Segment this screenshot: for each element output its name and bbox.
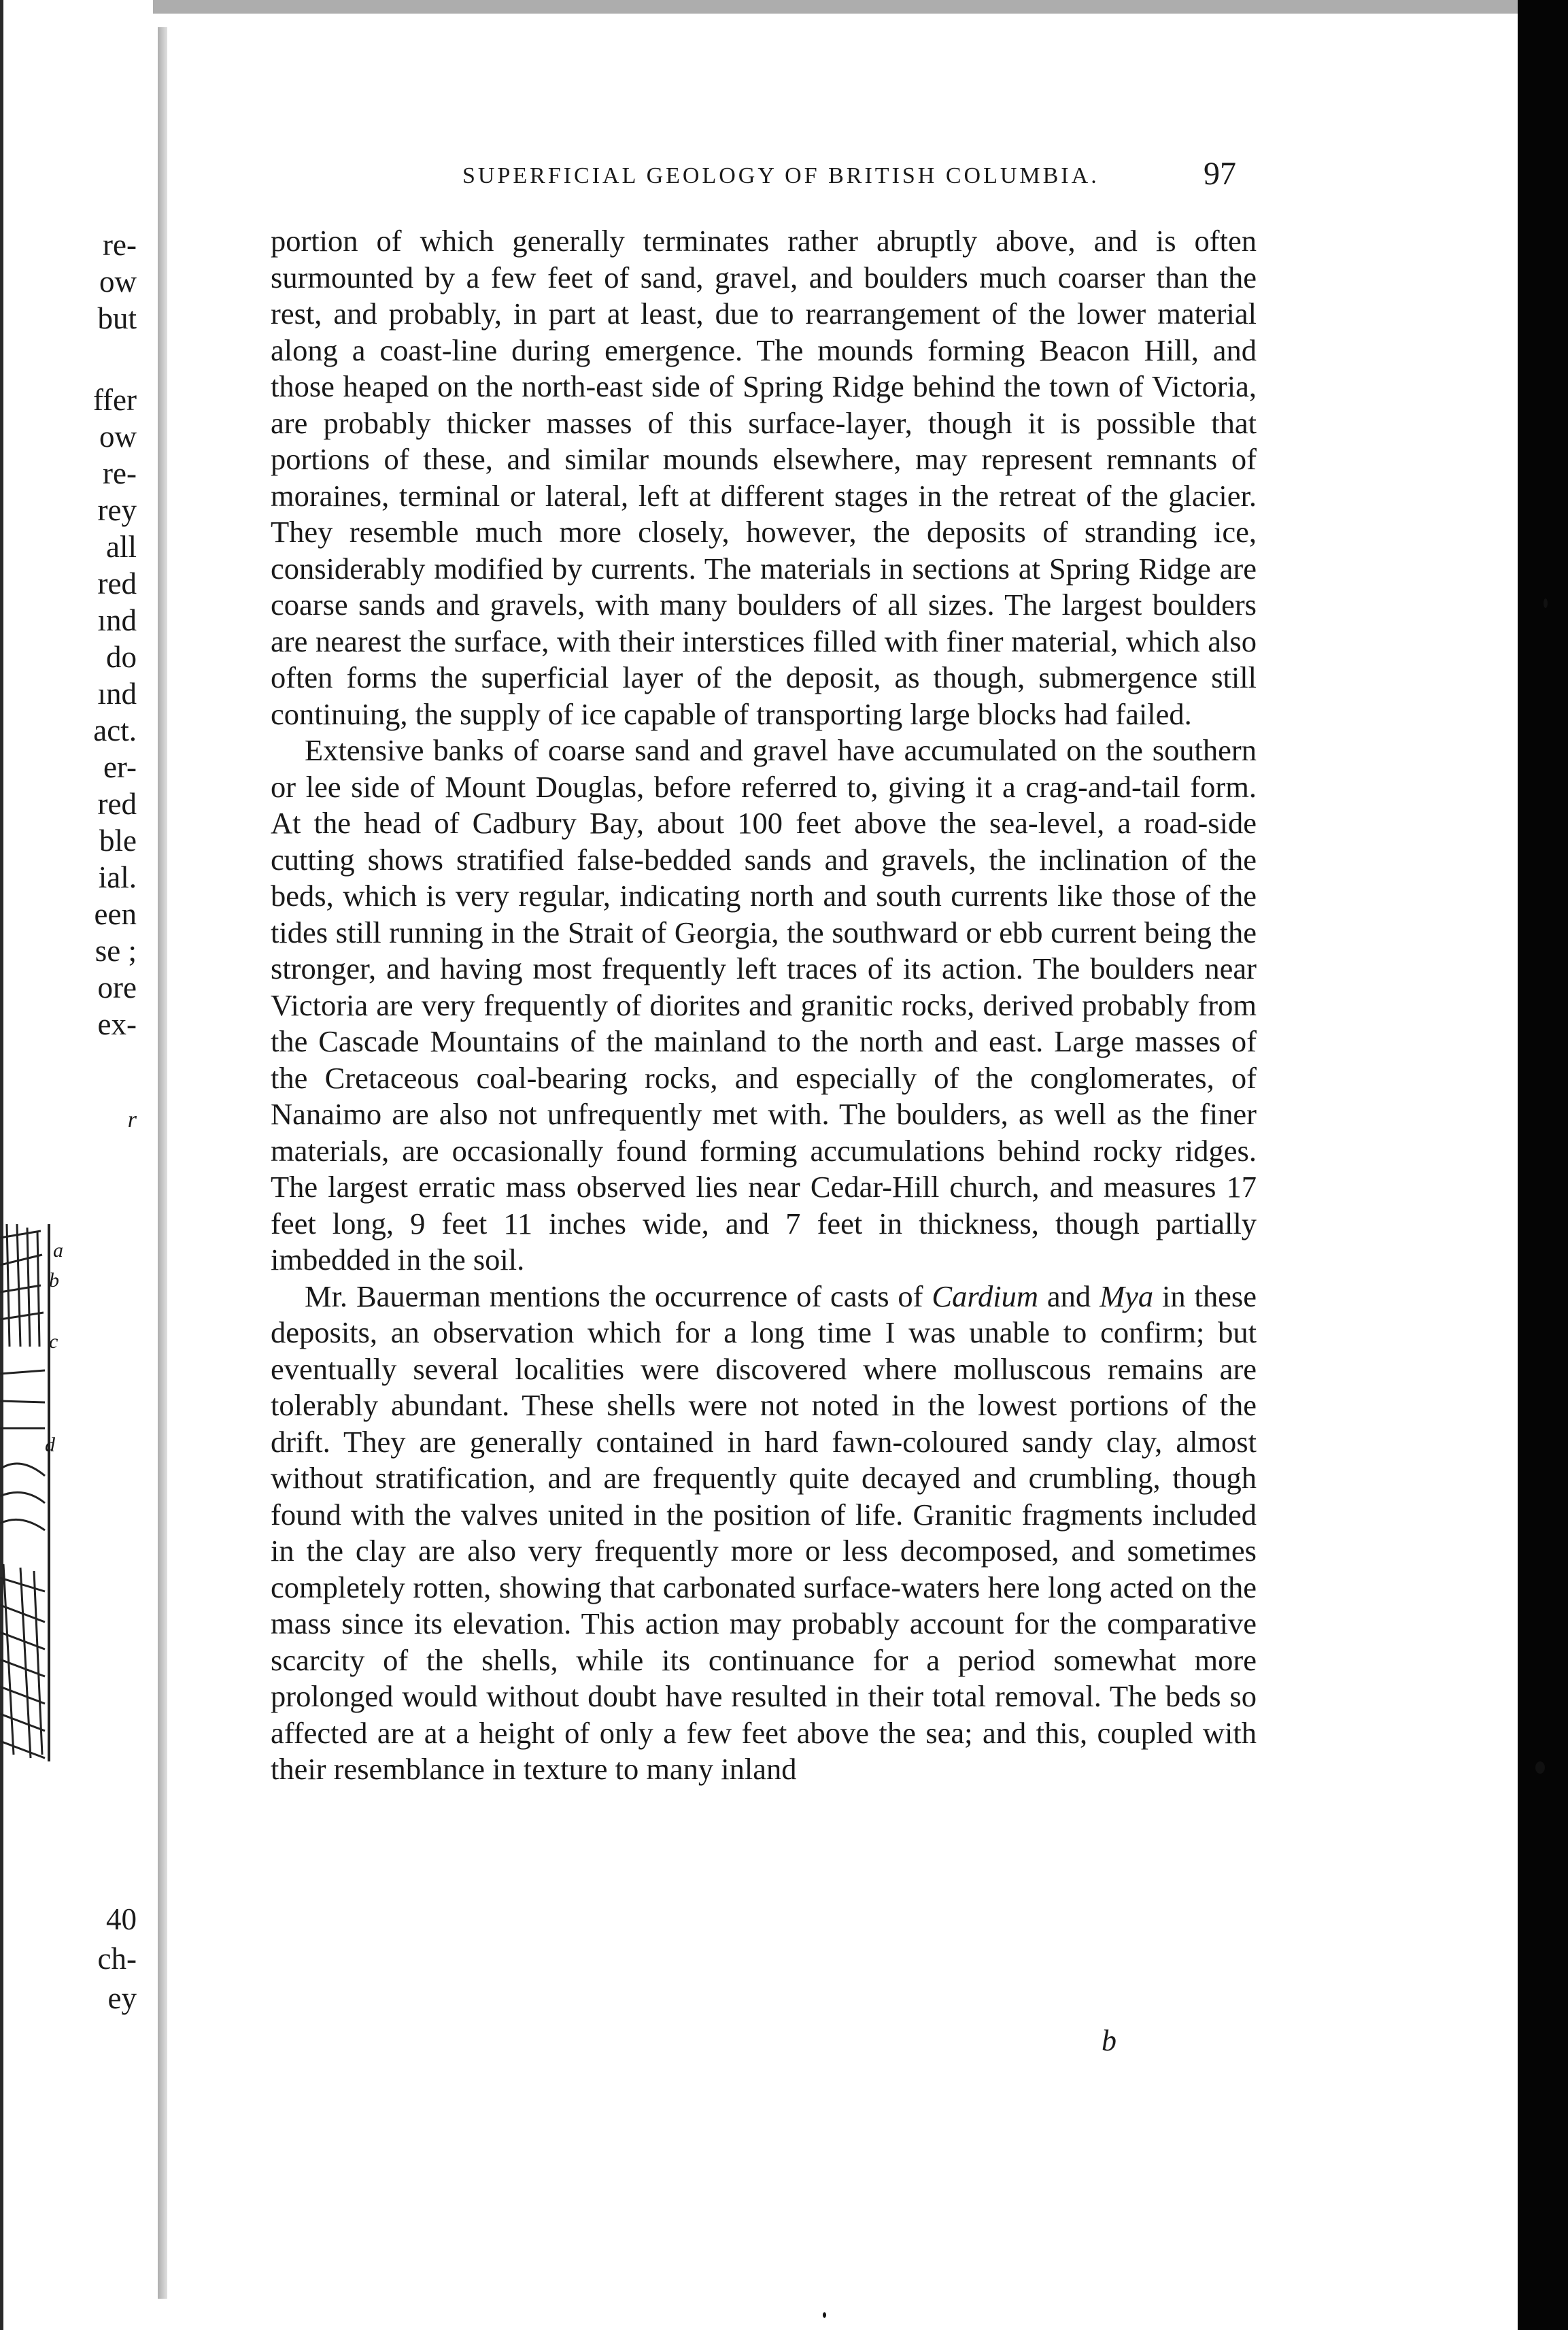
fragment-word: act. <box>93 713 137 747</box>
scan-border-top <box>153 0 1518 14</box>
fragment-word: r <box>127 1107 137 1132</box>
paragraph-text: Mr. Bauerman mentions the occurrence of casts of <box>305 1279 932 1313</box>
fragment-word: een <box>94 897 137 931</box>
fragment-word: red <box>97 787 137 821</box>
figure-label-c: c <box>49 1330 58 1353</box>
fragment-word: 40 <box>106 1902 137 1936</box>
paragraph <box>271 1279 1257 1788</box>
fragment-word: all <box>106 530 137 564</box>
fragment-word: ınd <box>97 603 137 637</box>
body-text <box>271 223 1257 1788</box>
fragment-word: ey <box>107 1981 137 2015</box>
scan-border-right <box>1518 0 1568 2330</box>
fragment-word: rey <box>97 493 137 527</box>
paragraph-text: and <box>1038 1279 1100 1313</box>
scan-speck <box>1544 598 1548 608</box>
fragment-word: ial. <box>98 860 137 894</box>
fragment-word: ble <box>99 824 137 858</box>
figure-label-d: d <box>45 1434 55 1456</box>
fragment-word: but <box>97 301 137 335</box>
fragment-word: er- <box>103 750 137 784</box>
fragment-word: ex- <box>97 1007 137 1041</box>
fragment-word: se ; <box>95 934 137 968</box>
page-gutter-shadow <box>158 27 167 2299</box>
paragraph: Extensive banks of coarse sand and gravel have accumulated on the southern or lee side of Mount Douglas, before referred to, giving it a crag-and-tail form. At the head of Cadbury Bay, about 100 feet above the sea-level, a road-side cutting shows stratified false-bedded sands and gravels, the inclination of the beds, which is very regular, indicating north and south currents like those of the tides still running in the Strait of Georgia, the southward or ebb current being the stronger, and having most frequently left traces of its action. The boulders near Victoria are very frequently of diorites and granitic rocks, derived probably from the Cascade Mountains of the mainland to the north and east. Large masses of the Cretaceous coal-bearing rocks, and especially of the conglomerates, of Nanaimo are also not unfrequently met with. The boulders, as well as the finer materials, are occasionally found forming accumulations behind rocky ridges. The largest erratic mass observed lies near Cedar-Hill church, and measures 17 feet long, 9 feet 11 inches wide, and 7 feet in thickness, though partially imbedded in the soil. <box>271 733 1257 1277</box>
fragment-word: ow <box>99 265 137 299</box>
fragment-word: red <box>97 567 137 601</box>
strata-drawing <box>0 1224 48 1761</box>
figure-label-a: a <box>53 1239 63 1262</box>
fragment-word: ffer <box>92 383 137 417</box>
fragment-word: ch- <box>97 1942 137 1976</box>
fragment-word: re- <box>103 228 137 262</box>
fragment-word: ınd <box>97 677 137 711</box>
scan-speck <box>823 2312 826 2318</box>
fragment-word: do <box>106 640 137 674</box>
genus-name: Cardium <box>932 1279 1039 1313</box>
geological-section-figure-fragment <box>0 1224 50 1761</box>
figure-label-b: b <box>49 1269 59 1291</box>
paragraph: portion of which generally terminates rather abruptly above, and is often surmounted by a few feet of sand, gravel, and boulders much coarser than the rest, and probably, in part at least, due to rearrangement of the lower material along a coast-line during emergence. The mounds forming Beacon Hill, and those heaped on the north-east side of Spring Ridge behind the town of Victoria, are probably thicker masses of this surface-layer, though it is possible that portions of these, and similar mounds elsewhere, may represent remnants of moraines, terminal or lateral, left at different stages in the retreat of the glacier. They resemble much more closely, however, the deposits of stranding ice, considerably modified by currents. The materials in sections at Spring Ridge are coarse sands and gravels, with many boulders of all sizes. The largest boulders are nearest the surface, with their interstices filled with finer material, which also often forms the superficial layer of the deposit, as though, submergence still continuing, the supply of ice capable of transporting large blocks had failed. <box>271 224 1257 731</box>
page-number: 97 <box>1204 156 1236 192</box>
paragraph-text: in these deposits, an observation which for a long time I was unable to confirm; but eventually several localities were discovered where molluscous remains are tolerably abundant. These shells were not noted in the lowest portions of the drift. They are generally contained in hard fawn-coloured sandy clay, almost without stratification, and are frequently quite decayed and crumbling, though found with the valves united in the position of life. Granitic fragments included in the clay are also very frequently more or less decomposed, and sometimes completely rotten, showing that carbonated surface-waters here long acted on the mass since its elevation. This action may probably account for the comparative scarcity of the shells, while its continuance for a period somewhat more prolonged would without doubt have resulted in their total removal. The beds so affected are at a height of only a few feet above the sea; and this, coupled with their resemblance in texture to many inland <box>271 1279 1257 1786</box>
signature-mark: b <box>1102 2024 1117 2057</box>
fragment-word: ore <box>97 970 137 1004</box>
fragment-word: re- <box>103 456 137 490</box>
scan-speck <box>1535 1761 1545 1774</box>
running-title: SUPERFICIAL GEOLOGY OF BRITISH COLUMBIA. <box>462 163 1100 188</box>
previous-page-fragment <box>0 0 146 2330</box>
fragment-word: ow <box>99 420 137 454</box>
genus-name: Mya <box>1100 1279 1154 1313</box>
